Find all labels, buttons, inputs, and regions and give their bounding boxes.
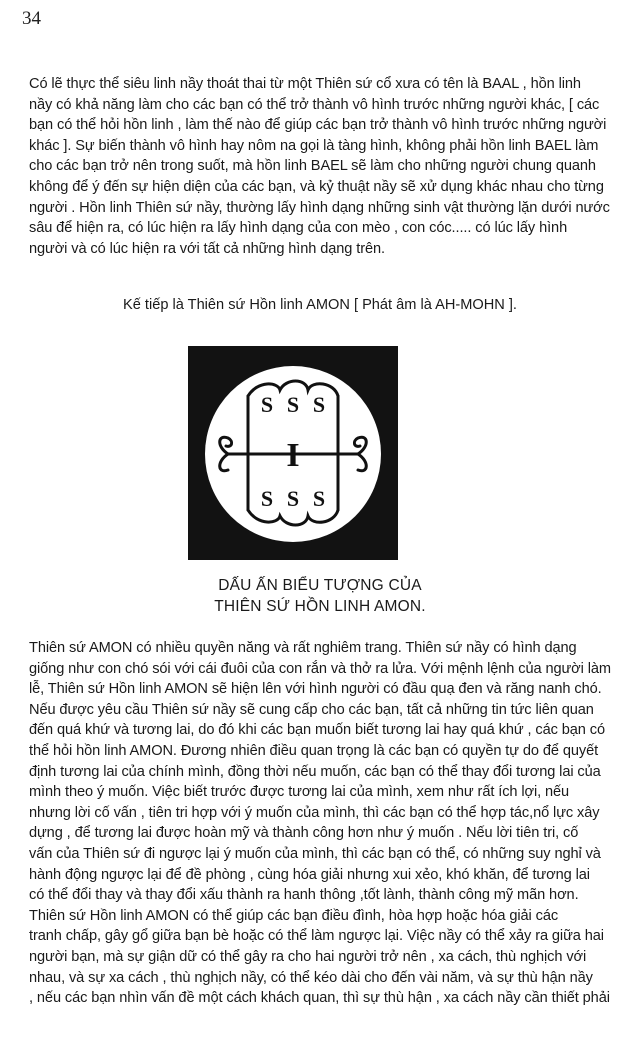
svg-text:S: S [312, 486, 326, 511]
text-line: giống như con chó sói với cái đuôi của con rắn và thở ra lửa. Với mệnh lệnh của người làm [29, 660, 611, 677]
text-line: có thể đổi thay và thay đổi xấu thành ra hanh thông ,tốt lành, thành công mỹ mãn hơn. [29, 887, 579, 904]
text-line: vấn của Thiên sứ đi ngược lại ý muốn của mình, thì các bạn có thể, có những suy nghỉ và [29, 845, 601, 862]
text-line: người bạn, mà sự giận dữ có thể gây ra cho hai người trở nên , xa cách, thù nghịch với [29, 948, 587, 965]
caption-line: DẤU ẤN BIỂU TƯỢNG CỦA [218, 577, 422, 594]
svg-text:S: S [286, 486, 300, 511]
text-line: bạn có thể hỏi hồn linh , làm thế nào để giúp các bạn trở thành vô hình trước những người [29, 117, 607, 134]
caption-line: THIÊN SỨ HỒN LINH AMON. [214, 598, 426, 615]
text-line: thể hỏi hồn linh AMON. Đương nhiên điều quan trọng là các bạn có quyền tự do để quyết [29, 742, 599, 759]
text-line: sâu để hiện ra, có lúc hiện ra lấy hình dạng của con mèo , con cóc..... có lúc lấy hình [29, 220, 568, 237]
svg-text:S: S [286, 392, 300, 417]
seal-caption [0, 575, 640, 617]
text-line: lễ, Thiên sứ Hồn linh AMON sẽ hiện lên với hình người có đầu quạ đen và răng nanh chó. [29, 681, 602, 698]
text-line: người . Hồn linh Thiên sứ nầy, thường lấy hình dạng những sinh vật thường lặn dưới nước [29, 199, 610, 216]
amon-seal-image [188, 346, 398, 560]
amon-intro: Kế tiếp là Thiên sứ Hồn linh AMON [ Phát âm là AH-MOHN ]. [123, 297, 517, 313]
svg-text:S: S [312, 392, 326, 417]
text-line: Nếu được yêu cầu Thiên sứ nầy sẽ cung cấp cho các bạn, tất cả những tin tức liên quan [29, 701, 594, 718]
text-line: , nếu các bạn nhìn vấn đề một cách khách quan, thì sự thù hận , xa cách nầy cần thiết phải [29, 990, 610, 1007]
text-line: nhau, và sự xa cách , thù nghịch nầy, có thể kéo dài cho đến vài năm, và sự thù hận nầy [29, 969, 593, 986]
paragraph-bael [29, 74, 617, 259]
text-line: nầy có khả năng làm cho các bạn có thể trở thành vô hình trước những người khác, [ các [29, 96, 600, 113]
text-line: không để ý đến sự hiện diện của các bạn, và kỷ thuật nầy sẽ xử dụng khác nhau cho từng [29, 178, 604, 195]
text-line: đến quá khứ và tương lai, do đó khi các bạn muốn biết tương lai hay quá khứ , các bạn có [29, 722, 605, 739]
svg-text:S: S [260, 486, 274, 511]
text-line: Thiên sứ Hồn linh AMON có thể giúp các bạn điều đình, hòa hợp hoặc hóa giải các [29, 907, 559, 924]
text-line: khác ]. Sự biến thành vô hình hay nôm na gọi là tàng hình, không phải hồn linh BAEL làm [29, 137, 599, 154]
text-line: nhưng lời cố vấn , tiên tri hợp với ý muốn của mình, thì các bạn có thể hợp tác,nổ lực xây [29, 804, 600, 821]
text-line: Có lẽ thực thể siêu linh nầy thoát thai từ một Thiên sứ cổ xưa có tên là BAAL , hồn linh [29, 76, 581, 92]
amon-seal-drawing [188, 346, 398, 560]
page-number: 34 [22, 8, 41, 29]
paragraph-amon [29, 638, 617, 1009]
text-line: mình theo ý muốn. Việc biết trước được tương lai của mình, xem như rất ích lợi, nếu [29, 784, 570, 801]
svg-text:S: S [260, 392, 274, 417]
text-line: người và có lúc hiện ra với tất cả những hình dạng trên. [29, 240, 385, 257]
text-line: dựng , để tương lai được hoàn mỹ và thành công hơn như ý muốn . Nếu lời tiên tri, cố [29, 825, 579, 842]
seal-center-letter: I [286, 437, 300, 474]
text-line: định tương lai của chính mình, đồng thời nếu muốn, các bạn có thể thay đổi tương lai của [29, 763, 601, 780]
text-line: cho các bạn trở nên trong suốt, mà hồn linh BAEL sẽ làm cho những người chung quanh [29, 158, 596, 175]
text-line: hành động ngược lại để đề phòng , cùng hóa giải nhưng xui xẻo, khó khăn, để tương lai [29, 866, 590, 883]
text-line: tranh chấp, gây gổ giữa bạn bè hoặc có thể làm ngược lại. Việc nầy có thể xảy ra giữa hai [29, 928, 604, 945]
text-line: Thiên sứ AMON có nhiều quyền năng và rất nghiêm trang. Thiên sứ nầy có hình dạng [29, 640, 577, 656]
